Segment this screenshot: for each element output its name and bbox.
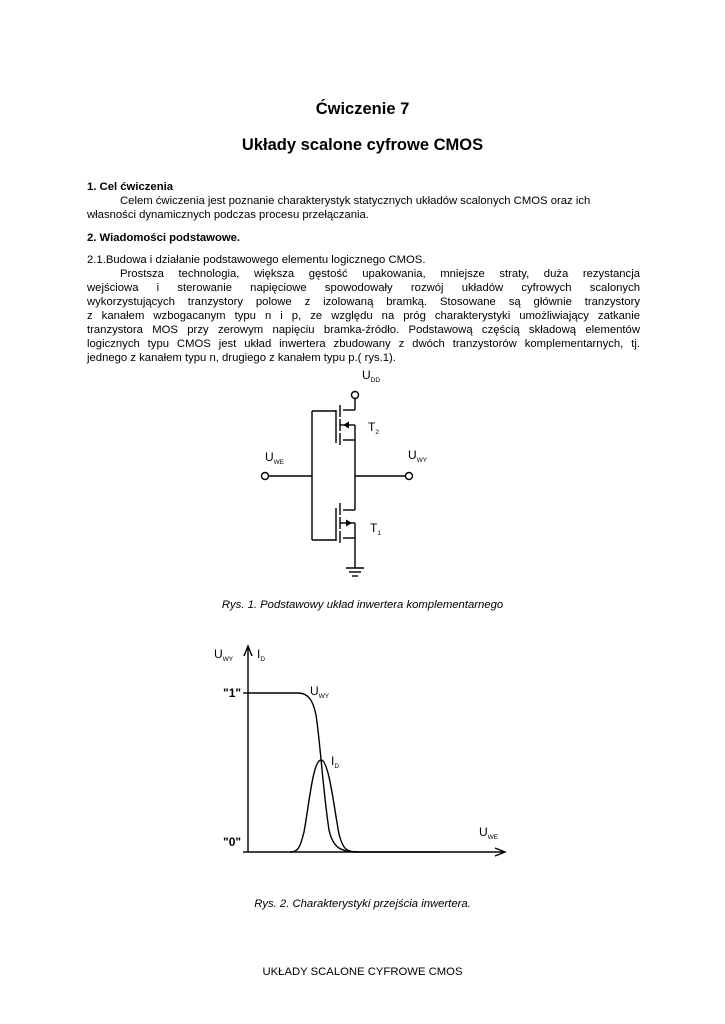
subsection-heading: 2.1.Budowa i działanie podstawowego elementu logicznego CMOS. (87, 254, 426, 266)
label-udd: $U_{DD}$ (362, 368, 381, 384)
uwy-curve (248, 693, 440, 852)
paragraph-line: wykorzystujących tranzystory polowe z izolowaną bramką. Stosowane są głównie tranzystory (87, 296, 640, 308)
page-subtitle: Układy scalone cyfrowe CMOS (241, 136, 484, 154)
label-t2: $T_2$ (368, 420, 379, 436)
paragraph-line: z kanałem wzbogacanym typu n i p, ze względu na próg charakterystyki umożliwiający zatkanie (87, 310, 640, 322)
paragraph-line: tranzystora MOS przy zerowym napięciu bramka-źródło. Podstawową częścią składową elementów (87, 324, 640, 336)
paragraph-line: Prostsza technologia, większa gęstość upakowania, mniejsze straty, duża rezystancja (120, 268, 640, 280)
section1-line-2: własności dynamicznych podczas procesu przełączania. (87, 209, 369, 221)
label-uwe: $U_{WE}$ (265, 450, 285, 466)
paragraph-line: logicznych typu CMOS jest układ inwertera zbudowany z dwóch tranzystorów komplementarnych, tj. (87, 338, 640, 350)
paragraph-line: jednego z kanałem typu n, drugiego z kanałem typu p.( rys.1). (87, 352, 396, 364)
figure1-caption: Rys. 1. Podstawowy układ inwertera komplementarnego (221, 599, 504, 611)
section1-line-1: Celem ćwiczenia jest poznanie charakterystyk statycznych układów scalonych CMOS oraz ich (120, 195, 591, 207)
axis-label-id: $I_D$ (257, 647, 266, 663)
section2-heading: 2. Wiadomości podstawowe. (87, 232, 241, 244)
section1-heading: 1. Cel ćwiczenia (87, 181, 174, 193)
label-uwy: $U_{WY}$ (408, 448, 428, 464)
axis-label-uwy: $U_{WY}$ (214, 647, 234, 663)
page-footer: UKŁADY SCALONE CYFROWE CMOS (262, 966, 463, 978)
page-title: Ćwiczenie 7 (315, 100, 410, 118)
curve-label-uwy: $U_{WY}$ (310, 684, 330, 700)
id-curve (290, 760, 358, 852)
level-high-label: "1" (223, 686, 242, 700)
label-t1: $T_1$ (370, 521, 381, 537)
level-low-label: "0" (223, 835, 242, 849)
figure2-caption: Rys. 2. Charakterystyki przejścia inwertera. (254, 898, 471, 910)
paragraph-line: wejściowa i sterowanie napięciowe spowodowały rozwój układów cyfrowych scalonych (87, 282, 640, 294)
axis-label-uwe: $U_{WE}$ (479, 825, 499, 841)
curve-label-id: $I_D$ (331, 754, 340, 770)
